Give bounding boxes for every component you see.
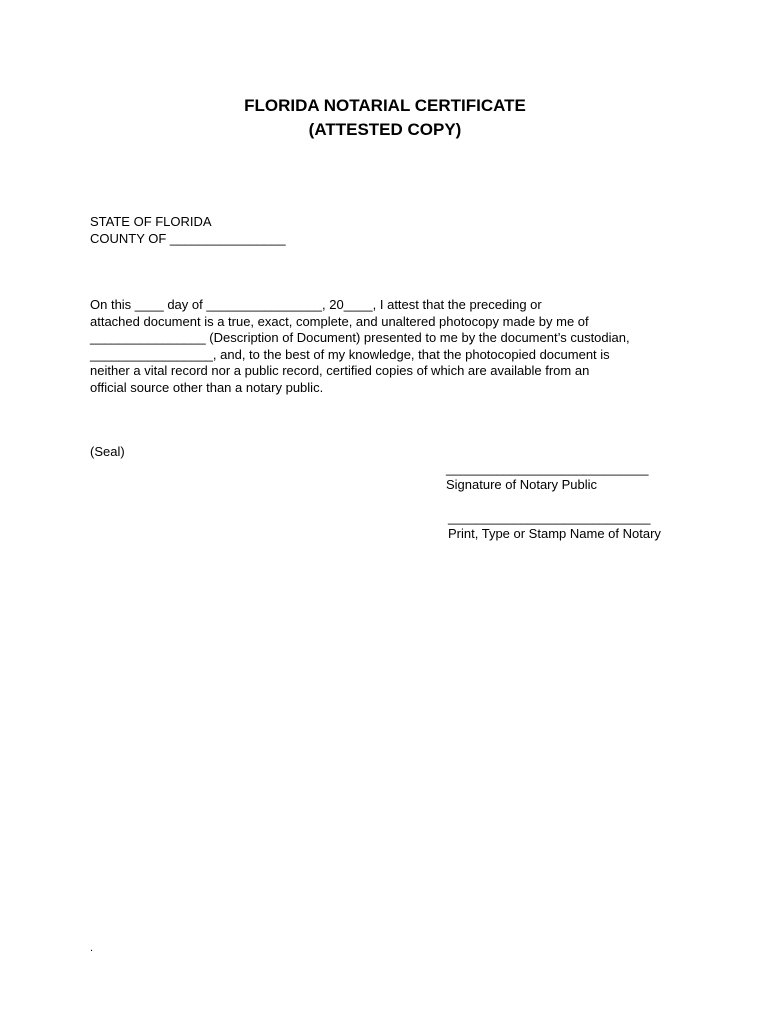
print-name-line: ____________________________ — [448, 510, 651, 525]
print-name-label: Print, Type or Stamp Name of Notary — [448, 526, 661, 541]
signature-label: Signature of Notary Public — [446, 477, 598, 492]
body-line: attached document is a true, exact, complete, and unaltered photocopy made by me of — [90, 314, 589, 329]
signature-line: ____________________________ — [446, 461, 649, 476]
document-subtitle: (ATTESTED COPY) — [308, 120, 462, 139]
seal-label: (Seal) — [90, 444, 125, 459]
body-line: _________________, and, to the best of my knowledge, that the photocopied document is — [90, 347, 610, 362]
body-line: On this ____ day of ________________, 20____, I attest that the preceding or — [90, 297, 542, 312]
document-title: FLORIDA NOTARIAL CERTIFICATE — [244, 96, 526, 115]
body-line: official source other than a notary public. — [90, 380, 324, 395]
body-line: ________________ (Description of Document) presented to me by the document’s custodian, — [90, 330, 630, 345]
state-line: STATE OF FLORIDA — [90, 214, 212, 229]
footer-mark: . — [90, 942, 94, 954]
county-line: COUNTY OF ________________ — [90, 231, 286, 246]
body-line: neither a vital record nor a public record, certified copies of which are available from an — [90, 363, 590, 378]
